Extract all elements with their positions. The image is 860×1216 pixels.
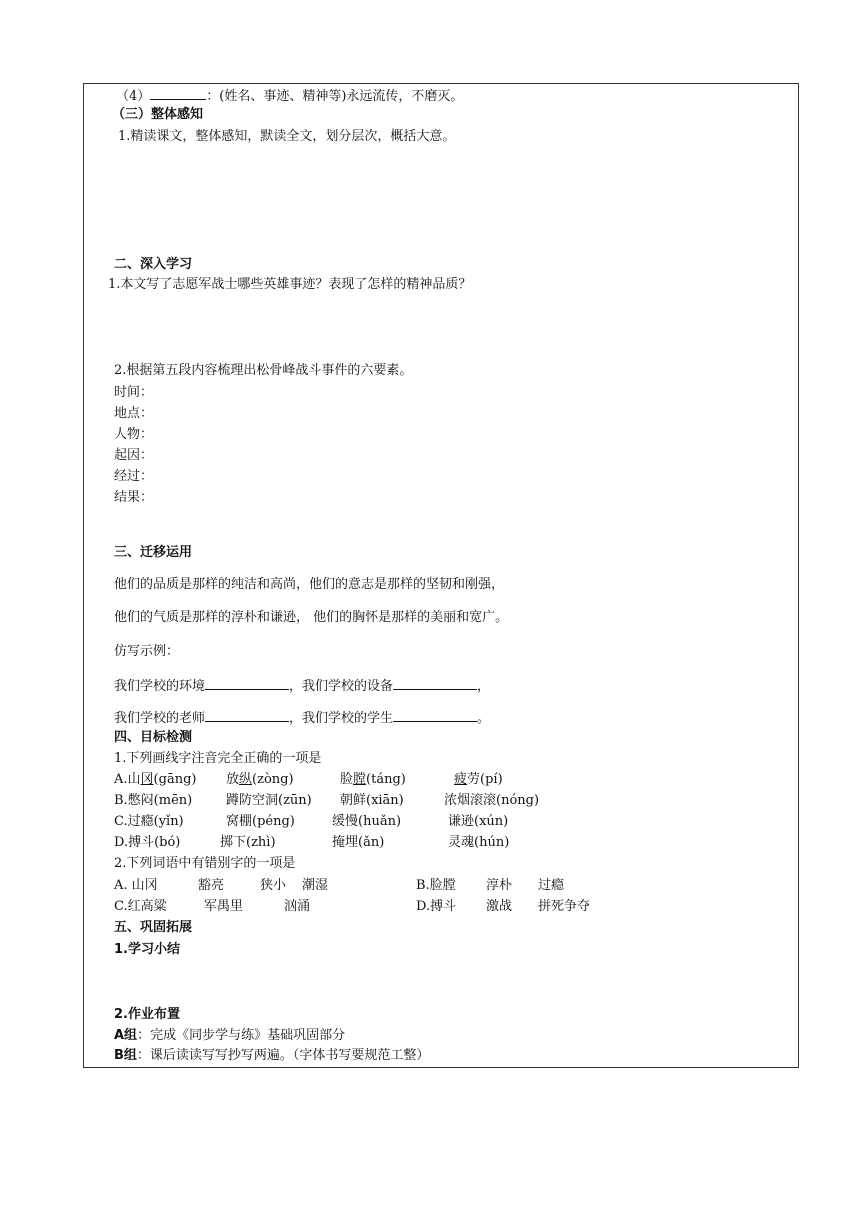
element-result: 结果：	[114, 490, 154, 505]
item-4-prefix: （4）	[116, 89, 151, 104]
q2-d-item-3: 拼死争夺	[538, 899, 591, 914]
group-a-line	[114, 1027, 345, 1045]
fill-1-part-b: ，我们学校的设备	[289, 679, 394, 694]
q2-c-item-2: 军禺里	[204, 899, 244, 914]
item-4-text: ：(姓名、事迹、精神等)永远流传，不磨灭。	[206, 89, 464, 104]
q1-option-c	[114, 813, 508, 831]
deep-study-heading: 二、深入学习	[114, 257, 193, 272]
q1-c-item-4: 谦逊(xún)	[448, 814, 509, 829]
q2-d-item-2: 激战	[486, 899, 513, 914]
q2-c-item-1: C.红高粱	[114, 899, 167, 914]
fill-1-end: ，	[477, 679, 491, 694]
group-b-text: ：课后读读写写抄写两遍。（字体书写要规范工整）	[136, 1048, 430, 1063]
q2-a-item-3: 狭小	[260, 878, 287, 893]
q1-a-item-1: A.山冈(gāng)	[114, 772, 197, 787]
q1-a-item-4: 疲劳(pí)	[454, 772, 503, 787]
deep-study-question-2: 2.根据第五段内容梳理出松骨峰战斗事件的六要素。	[114, 363, 413, 378]
fill-1-blank-b[interactable]	[393, 676, 477, 690]
fill-1-part-a: 我们学校的环境	[114, 679, 206, 694]
element-cause: 起因：	[114, 448, 154, 463]
q2-b-item-3: 过瘾	[538, 878, 565, 893]
element-place: 地点：	[114, 406, 154, 421]
q1-a-item-3: 脸膛(táng)	[340, 772, 406, 787]
q1-c-item-1: C.过瘾(yǐn)	[114, 814, 184, 829]
q1-d-item-1: D.搏斗(bó)	[114, 835, 181, 850]
element-time: 时间：	[114, 385, 154, 400]
q2-a-item-4: 潮湿	[302, 878, 329, 893]
q2-b-item-2: 淳朴	[486, 878, 513, 893]
test-question-2: 2.下列词语中有错别字的一项是	[114, 856, 296, 871]
q1-option-a	[114, 771, 503, 789]
q1-c-item-2: 窝棚(péng)	[226, 814, 295, 829]
element-people: 人物：	[114, 427, 154, 442]
q2-option-b	[416, 877, 564, 895]
q1-b-item-4: 浓烟滚滚(nóng)	[444, 793, 540, 808]
fill-2-blank-b[interactable]	[393, 708, 477, 722]
fill-2-end: 。	[477, 711, 491, 726]
test-question-1: 1.下列画线字注音完全正确的一项是	[114, 751, 322, 766]
q1-option-b	[114, 792, 539, 810]
q2-option-d	[416, 898, 590, 916]
fill-2-blank-a[interactable]	[205, 708, 289, 722]
q2-b-item-1: B.脸膛	[416, 878, 456, 893]
q1-b-item-3: 朝鲜(xiān)	[340, 793, 404, 808]
transfer-heading: 三、迁移运用	[114, 545, 193, 560]
q2-option-a	[114, 877, 328, 895]
q1-d-item-2: 掷下(zhì)	[220, 835, 276, 850]
q2-d-item-1: D.搏斗	[416, 899, 457, 914]
section-3-heading: （三）整体感知	[112, 107, 204, 122]
transfer-line-2: 他们的气质是那样的淳朴和谦逊， 他们的胸怀是那样的美丽和宽广。	[114, 610, 509, 625]
deep-study-question-1: 1.本文写了志愿军战士哪些英雄事迹？表现了怎样的精神品质？	[108, 277, 472, 292]
q1-d-item-3: 掩埋(ǎn)	[332, 835, 385, 850]
test-heading: 四、目标检测	[114, 730, 193, 745]
consolidate-heading: 五、巩固拓展	[114, 920, 193, 935]
group-a-text: ：完成《同步学与练》基础巩固部分	[137, 1028, 346, 1043]
q1-a-item-2: 放纵(zòng)	[226, 772, 294, 787]
q2-a-item-2: 豁亮	[198, 878, 225, 893]
summary-subheading: 1.学习小结	[114, 942, 180, 957]
item-4-line	[116, 86, 463, 106]
fill-line-2	[114, 708, 490, 728]
q2-option-c	[114, 898, 310, 916]
transfer-line-1: 他们的品质是那样的纯洁和高尚，他们的意志是那样的坚韧和刚强，	[114, 577, 505, 592]
q1-option-d	[114, 834, 509, 852]
fill-2-part-b: ，我们学校的学生	[289, 711, 394, 726]
q1-c-item-3: 缓慢(huǎn)	[332, 814, 402, 829]
group-b-label: B组	[114, 1048, 137, 1063]
q1-d-item-4: 灵魂(hún)	[448, 835, 510, 850]
q2-a-item-1: A. 山冈	[114, 878, 158, 893]
q1-b-item-2: 蹲防空洞(zūn)	[226, 793, 312, 808]
group-a-label: A组	[114, 1028, 138, 1043]
element-process: 经过：	[114, 469, 154, 484]
homework-subheading: 2.作业布置	[114, 1007, 180, 1022]
example-label: 仿写示例：	[114, 644, 180, 659]
item-4-blank[interactable]	[150, 86, 206, 100]
fill-2-part-a: 我们学校的老师	[114, 711, 206, 726]
fill-line-1	[114, 676, 490, 696]
group-b-line	[114, 1047, 429, 1065]
fill-1-blank-a[interactable]	[205, 676, 289, 690]
q2-c-item-3: 汹涌	[284, 899, 311, 914]
q1-b-item-1: B.憋闷(mēn)	[114, 793, 193, 808]
section-3-question-1: 1.精读课文，整体感知，默读全文，划分层次，概括大意。	[118, 129, 456, 144]
